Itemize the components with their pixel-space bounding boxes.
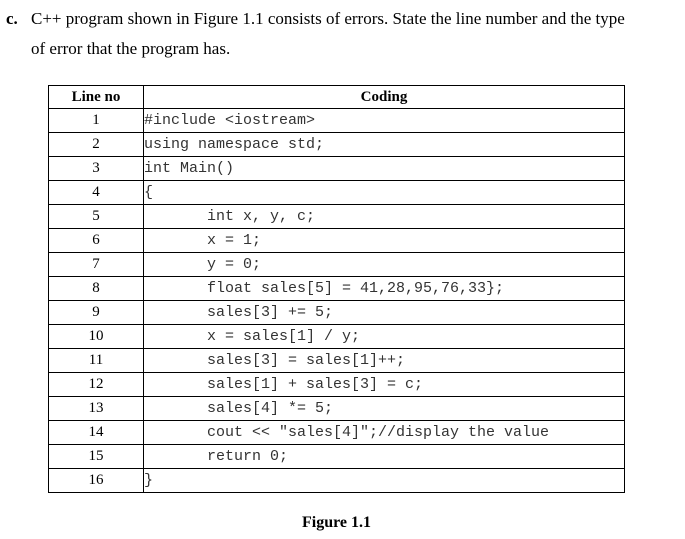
- table-row: [49, 133, 625, 157]
- code-line: y = 0;: [144, 253, 625, 277]
- code-line: x = sales[1] / y;: [144, 325, 625, 349]
- question-text: [6, 4, 685, 64]
- table-row: [49, 277, 625, 301]
- table-row: [49, 157, 625, 181]
- question-line-2: of error that the program has.: [31, 39, 231, 58]
- table-row: [49, 109, 625, 133]
- table-row: [49, 397, 625, 421]
- header-line-no: Line no: [49, 86, 144, 109]
- code-line: sales[4] *= 5;: [144, 397, 625, 421]
- table-row: [49, 445, 625, 469]
- line-number: 15: [49, 445, 144, 469]
- code-line: cout << "sales[4]";//display the value: [144, 421, 625, 445]
- line-number: 8: [49, 277, 144, 301]
- code-line: {: [144, 181, 625, 205]
- table-row: [49, 205, 625, 229]
- table-row: [49, 325, 625, 349]
- figure-caption: Figure 1.1: [301, 514, 372, 531]
- question-line-1: [6, 4, 685, 34]
- table-row: [49, 469, 625, 493]
- line-number: 12: [49, 373, 144, 397]
- line-number: 1: [49, 109, 144, 133]
- table-row: [49, 349, 625, 373]
- table-row: [49, 301, 625, 325]
- table-row: [49, 229, 625, 253]
- table-header-row: [49, 86, 625, 109]
- line-number: 16: [49, 469, 144, 493]
- code-line: sales[3] = sales[1]++;: [144, 349, 625, 373]
- code-line: using namespace std;: [144, 133, 625, 157]
- line-number: 13: [49, 397, 144, 421]
- question-line-1-text: C++ program shown in Figure 1.1 consists of errors. State the line number and the type: [31, 9, 625, 28]
- code-line: float sales[5] = 41,28,95,76,33};: [144, 277, 625, 301]
- line-number: 14: [49, 421, 144, 445]
- line-number: 11: [49, 349, 144, 373]
- line-number: 6: [49, 229, 144, 253]
- table-row: [49, 373, 625, 397]
- line-number: 4: [49, 181, 144, 205]
- code-line: x = 1;: [144, 229, 625, 253]
- line-number: 2: [49, 133, 144, 157]
- code-line: int Main(): [144, 157, 625, 181]
- header-coding: Coding: [144, 86, 625, 109]
- code-table: [48, 85, 625, 493]
- code-line: return 0;: [144, 445, 625, 469]
- code-line: sales[1] + sales[3] = c;: [144, 373, 625, 397]
- code-line: #include <iostream>: [144, 109, 625, 133]
- code-line: sales[3] += 5;: [144, 301, 625, 325]
- line-number: 10: [49, 325, 144, 349]
- question-label: c.: [6, 9, 18, 28]
- table-row: [49, 181, 625, 205]
- line-number: 5: [49, 205, 144, 229]
- code-line: int x, y, c;: [144, 205, 625, 229]
- line-number: 3: [49, 157, 144, 181]
- code-line: }: [144, 469, 625, 493]
- table-row: [49, 253, 625, 277]
- line-number: 7: [49, 253, 144, 277]
- line-number: 9: [49, 301, 144, 325]
- table-row: [49, 421, 625, 445]
